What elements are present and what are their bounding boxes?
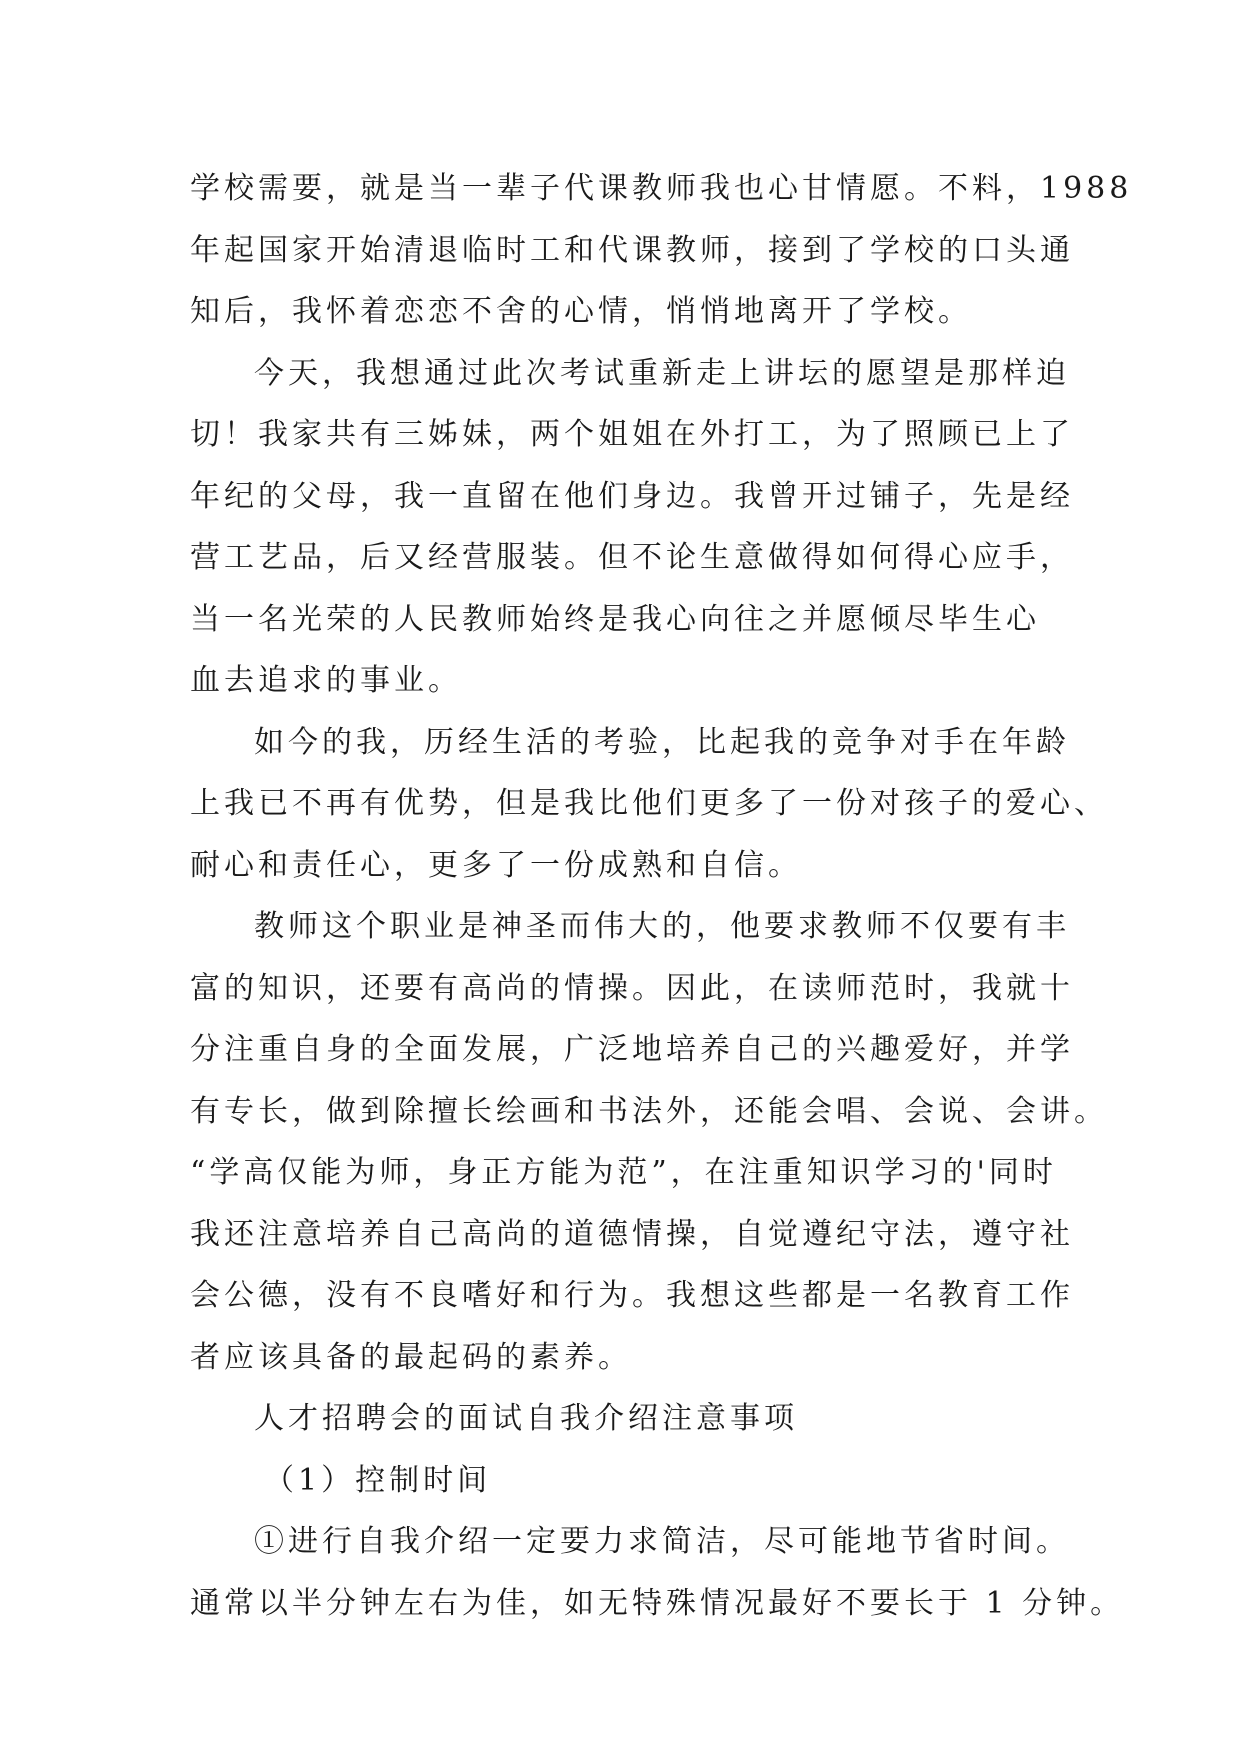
text-line: 血去追求的事业。 <box>190 663 462 698</box>
text-line: 切！我家共有三姊妹，两个姐姐在外打工，为了照顾已上了 <box>190 417 1074 452</box>
text-line: 分注重自身的全面发展，广泛地培养自己的兴趣爱好，并学 <box>190 1032 1074 1067</box>
text-line: 通常以半分钟左右为佳，如无特殊情况最好不要长于 1 分钟。 <box>190 1585 1125 1621</box>
paragraph-start-line: 今天，我想通过此次考试重新走上讲坛的愿望是那样迫 <box>254 355 1070 391</box>
text-line: “学高仅能为师，身正方能为范”，在注重知识学习的'同时 <box>190 1155 1057 1190</box>
paragraph-start-line: 教师这个职业是神圣而伟大的，他要求教师不仅要有丰 <box>254 909 1070 944</box>
text-line: 者应该具备的最起码的素养。 <box>190 1339 632 1375</box>
text-line: 上我已不再有优势，但是我比他们更多了一份对孩子的爱心、 <box>190 786 1108 821</box>
text-line: 知后，我怀着恋恋不舍的心情，悄悄地离开了学校。 <box>190 294 972 329</box>
text-line: 耐心和责任心，更多了一份成熟和自信。 <box>190 847 802 883</box>
text-line: 富的知识，还要有高尚的情操。因此，在读师范时，我就十 <box>190 970 1074 1006</box>
section-heading: 人才招聘会的面试自我介绍注意事项 <box>254 1401 798 1436</box>
text-line: 当一名光荣的人民教师始终是我心向往之并愿倾尽毕生心 <box>190 601 1040 637</box>
paragraph-start-line: ①进行自我介绍一定要力求简洁，尽可能地节省时间。 <box>254 1524 1070 1559</box>
subsection-heading: （1）控制时间 <box>264 1462 492 1498</box>
text-line: 会公德，没有不良嗜好和行为。我想这些都是一名教育工作 <box>190 1278 1074 1313</box>
text-line: 学校需要，就是当一辈子代课教师我也心甘情愿。不料，1988 <box>190 171 1133 206</box>
text-line: 年起国家开始清退临时工和代课教师，接到了学校的口头通 <box>190 232 1074 268</box>
text-line: 有专长，做到除擅长绘画和书法外，还能会唱、会说、会讲。 <box>190 1093 1108 1129</box>
text-line: 营工艺品，后又经营服装。但不论生意做得如何得心应手， <box>190 540 1074 575</box>
paragraph-start-line: 如今的我，历经生活的考验，比起我的竞争对手在年龄 <box>254 724 1070 760</box>
text-line: 年纪的父母，我一直留在他们身边。我曾开过铺子，先是经 <box>190 478 1074 514</box>
text-line: 我还注意培养自己高尚的道德情操，自觉遵纪守法，遵守社 <box>190 1216 1074 1252</box>
body-text <box>190 158 1133 1634</box>
